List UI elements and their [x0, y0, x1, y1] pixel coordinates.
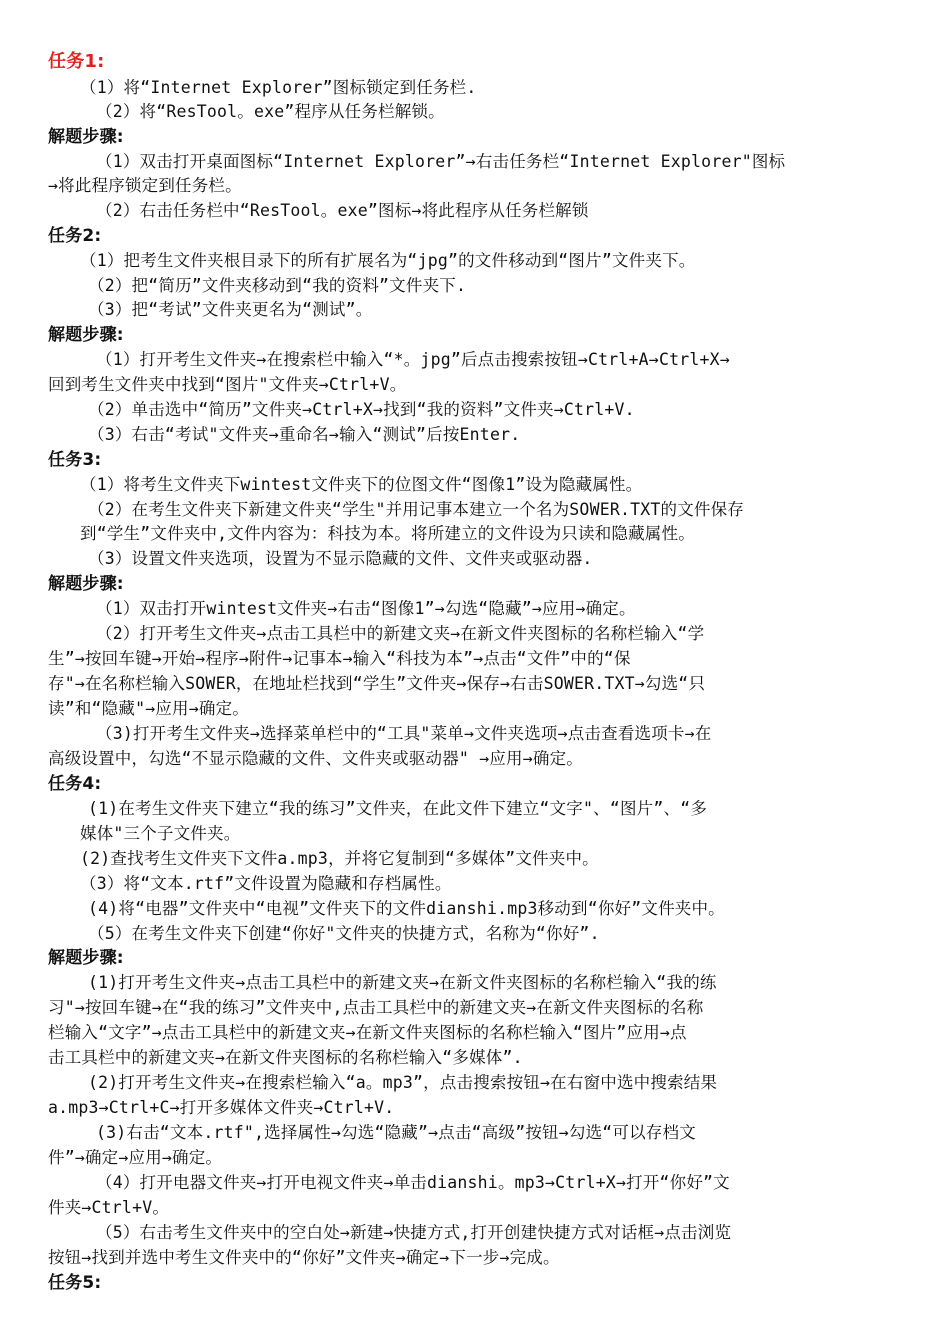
- task3-step-2-cont-1: 生”→按回车键→开始→程序→附件→记事本→输入“科技为本”→点击“文件”中的“保: [48, 649, 631, 668]
- task4-step-5-cont: 按钮→找到并选中考生文件夹中的“你好”文件夹→确定→下一步→完成。: [48, 1248, 560, 1267]
- task2-item-3: （3）把“考试”文件夹更名为“测试”。: [88, 300, 373, 319]
- task1-step-1: （1）双击打开桌面图标“Internet Explorer”→右击任务栏“Internet Explorer"图标: [96, 152, 786, 171]
- task4-item-3: （3）将“文本.rtf”文件设置为隐藏和存档属性。: [80, 874, 452, 893]
- task4-item-2: (2)查找考生文件夹下文件a.mp3，并将它复制到“多媒体”文件夹中。: [80, 849, 599, 868]
- task4-step-1-cont-3: 击工具栏中的新建文夹→在新文件夹图标的名称栏输入“多媒体”.: [48, 1048, 523, 1067]
- task1-step-2: （2）右击任务栏中“ResTool。exe”图标→将此程序从任务栏解锁: [96, 201, 589, 220]
- task4-step-1-cont-2: 栏输入“文字”→点击工具栏中的新建文夹→在新文件夹图标的名称栏输入“图片”应用→点: [48, 1023, 687, 1042]
- task5-heading: 任务5:: [48, 1273, 102, 1293]
- task1-item-1: （1）将“Internet Explorer”图标锁定到任务栏.: [80, 78, 477, 97]
- task2-step-1-cont: 回到考生文件夹中找到“图片"文件夹→Ctrl+V。: [48, 375, 407, 394]
- task4-step-1: (1)打开考生文件夹→点击工具栏中的新建文夹→在新文件夹图标的名称栏输入“我的练: [88, 973, 717, 992]
- task4-item-4: (4)将“电器”文件夹中“电视”文件夹下的文件dianshi.mp3移动到“你好”文件夹中。: [88, 899, 725, 918]
- task2-heading: 任务2:: [48, 226, 102, 246]
- task4-heading: 任务4:: [48, 774, 102, 794]
- task4-step-5: （5）右击考生文件夹中的空白处→新建→快捷方式,打开创建快捷方式对话框→点击浏览: [96, 1223, 732, 1242]
- task2-step-3: （3）右击“考试"文件夹→重命名→输入“测试”后按Enter.: [88, 425, 521, 444]
- task4-step-2: (2)打开考生文件夹→在搜索栏输入“a。mp3”，点击搜索按钮→在右窗中选中搜索结果: [88, 1073, 718, 1092]
- task3-item-2-cont: 到“学生”文件夹中,文件内容为：科技为本。将所建立的文件设为只读和隐藏属性。: [80, 524, 695, 543]
- task3-heading: 任务3:: [48, 450, 102, 470]
- task3-step-1: （1）双击打开wintest文件夹→右击“图像1”→勾选“隐藏”→应用→确定。: [96, 599, 636, 618]
- task4-step-4-cont: 件夹→Ctrl+V。: [48, 1198, 170, 1217]
- task3-item-1: （1）将考生文件夹下wintest文件夹下的位图文件“图像1”设为隐藏属性。: [80, 475, 643, 494]
- task2-item-1: （1）把考生文件夹根目录下的所有扩展名为“jpg”的文件移动到“图片”文件夹下。: [80, 251, 696, 270]
- task2-step-1: （1）打开考生文件夹→在搜索栏中输入“*。jpg”后点击搜索按钮→Ctrl+A→Ctrl+X→: [96, 350, 730, 369]
- task3-step-2-cont-3: 读”和“隐藏"→应用→确定。: [48, 699, 249, 718]
- task2-item-2: （2）把“简历”文件夹移动到“我的资料”文件夹下.: [88, 276, 467, 295]
- task3-item-2: （2）在考生文件夹下新建文件夹“学生"并用记事本建立一个名为SOWER.TXT的文件保存: [88, 500, 745, 519]
- task4-steps-heading: 解题步骤:: [48, 948, 124, 968]
- task3-step-3: （3)打开考生文件夹→选择菜单栏中的“工具"菜单→文件夹选项→点击查看选项卡→在: [96, 724, 712, 743]
- task1-item-2: （2）将“ResTool。exe”程序从任务栏解锁。: [96, 102, 445, 121]
- task4-step-1-cont-1: 习"→按回车键→在“我的练习”文件夹中,点击工具栏中的新建文夹→在新文件夹图标的名称: [48, 998, 704, 1017]
- task1-step-1-cont: →将此程序锁定到任务栏。: [48, 176, 242, 195]
- task4-item-1: (1)在考生文件夹下建立“我的练习”文件夹，在此文件下建立“文字"、“图片”、“多: [88, 799, 708, 818]
- task1-heading: 任务1:: [48, 51, 105, 72]
- task1-steps-heading: 解题步骤:: [48, 127, 124, 147]
- task3-step-2: （2）打开考生文件夹→点击工具栏中的新建文夹→在新文件夹图标的名称栏输入“学: [96, 624, 705, 643]
- task4-step-4: （4）打开电器文件夹→打开电视文件夹→单击dianshi。mp3→Ctrl+X→打开“你好”文: [96, 1173, 730, 1192]
- task3-step-3-cont: 高级设置中，勾选“不显示隐藏的文件、文件夹或驱动器" →应用→确定。: [48, 749, 583, 768]
- task3-item-3: （3）设置文件夹选项，设置为不显示隐藏的文件、文件夹或驱动器.: [88, 549, 593, 568]
- task4-step-3: (3)右击“文本.rtf",选择属性→勾选“隐藏”→点击“高级”按钮→勾选“可以存档文: [96, 1123, 696, 1142]
- task2-steps-heading: 解题步骤:: [48, 325, 124, 345]
- task4-step-3-cont: 件”→确定→应用→确定。: [48, 1148, 223, 1167]
- task3-steps-heading: 解题步骤:: [48, 574, 124, 594]
- task2-step-2: （2）单击选中“简历”文件夹→Ctrl+X→找到“我的资料”文件夹→Ctrl+V.: [88, 400, 635, 419]
- task4-item-1-cont: 媒体"三个子文件夹。: [80, 824, 241, 843]
- task3-step-2-cont-2: 存"→在名称栏输入SOWER，在地址栏找到“学生”文件夹→保存→右击SOWER.TXT→勾选“只: [48, 674, 706, 693]
- task4-step-2-cont: a.mp3→Ctrl+C→打开多媒体文件夹→Ctrl+V.: [48, 1098, 395, 1117]
- task4-item-5: （5）在考生文件夹下创建“你好"文件夹的快捷方式，名称为“你好”.: [88, 924, 600, 943]
